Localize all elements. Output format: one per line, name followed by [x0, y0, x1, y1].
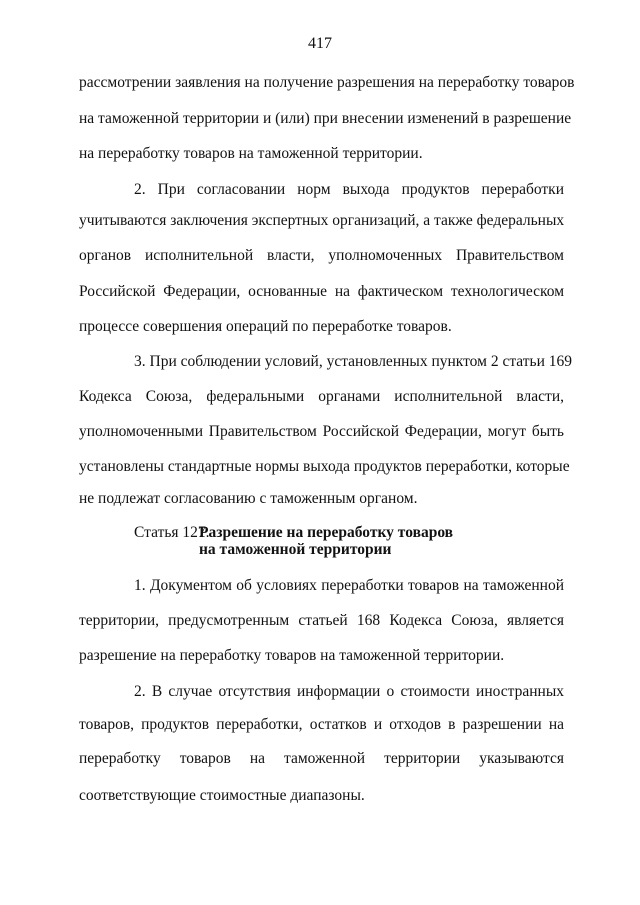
text-line: на таможенной территории и (или) при внесении изменений в разрешение: [79, 110, 572, 127]
page-number: 417: [308, 35, 332, 52]
article-label: Статья 127.: [134, 524, 210, 541]
text-line: Кодекса Союза, федеральными органами исполнительной власти,: [79, 388, 564, 405]
text-line: товаров, продуктов переработки, остатков и отходов в разрешении на: [79, 716, 564, 733]
text-line: на переработку товаров на таможенной территории.: [79, 145, 423, 162]
article-heading: [134, 524, 453, 542]
text-line: 2. При согласовании норм выхода продуктов переработки: [134, 181, 564, 198]
text-line: 3. При соблюдении условий, установленных пунктом 2 статьи 169: [134, 353, 573, 370]
article-title: Разрешение на переработку товаров: [199, 524, 454, 541]
text-line: 1. Документом об условиях переработки товаров на таможенной: [134, 577, 564, 594]
text-line: Российской Федерации, основанные на фактическом технологическом: [79, 283, 564, 300]
text-line: процессе совершения операций по переработке товаров.: [79, 318, 452, 335]
article-title-continued: на таможенной территории: [199, 541, 392, 558]
text-line: переработку товаров на таможенной территории указываются: [79, 750, 564, 767]
text-line: учитываются заключения экспертных организаций, а также федеральных: [79, 212, 565, 229]
text-line: не подлежат согласованию с таможенным органом.: [79, 490, 418, 507]
text-line: рассмотрении заявления на получение разрешения на переработку товаров: [79, 74, 575, 91]
text-line: установлены стандартные нормы выхода продуктов переработки, которые: [79, 458, 570, 475]
text-line: органов исполнительной власти, уполномоченных Правительством: [79, 247, 564, 264]
text-line: уполномоченными Правительством Российской Федерации, могут быть: [79, 423, 564, 440]
text-line: разрешение на переработку товаров на таможенной территории.: [79, 647, 505, 664]
text-line: 2. В случае отсутствия информации о стоимости иностранных: [134, 683, 564, 700]
text-line: территории, предусмотренным статьей 168 Кодекса Союза, является: [79, 612, 564, 629]
text-line: соответствующие стоимостные диапазоны.: [79, 787, 365, 804]
